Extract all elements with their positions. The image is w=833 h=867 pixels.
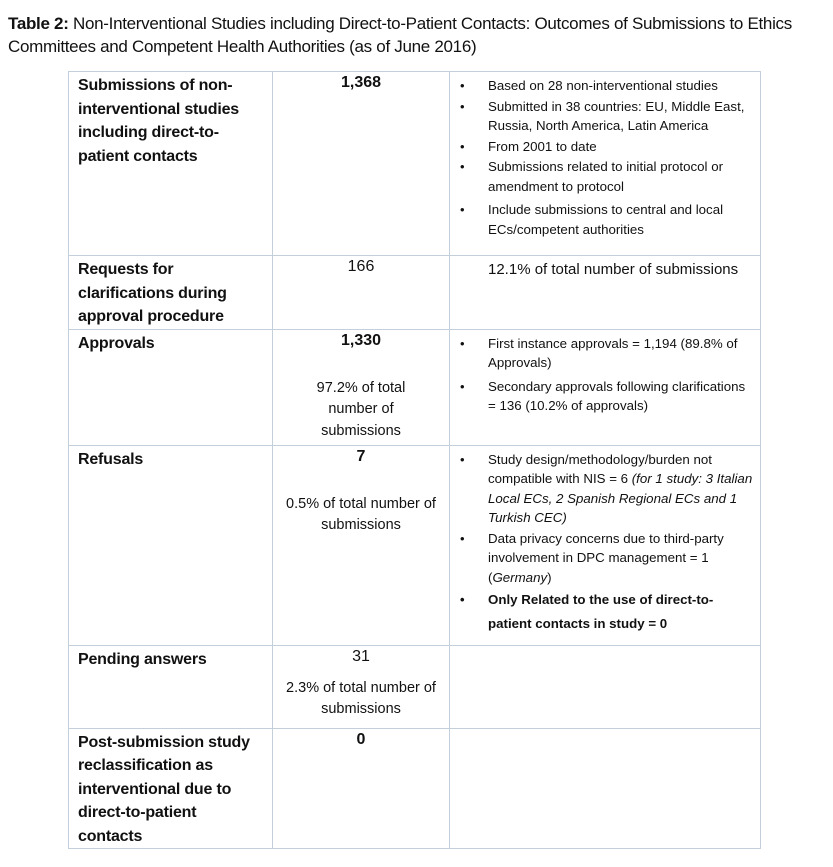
row-label: Approvals	[78, 334, 155, 352]
value-cell	[273, 329, 450, 445]
row-value: 166	[347, 258, 375, 275]
value-cell	[273, 445, 450, 645]
bullet-icon: •	[460, 530, 465, 546]
value-cell	[273, 256, 450, 330]
bullet-icon: •	[460, 98, 465, 114]
row-value: 31	[352, 647, 370, 665]
bullet-icon: •	[460, 378, 465, 394]
row-label: Requests for clarifications during approval procedure	[78, 261, 227, 325]
notes-cell	[450, 728, 761, 849]
notes-cell	[450, 329, 761, 445]
row-label-cell	[69, 256, 273, 330]
notes-cell	[450, 645, 761, 728]
note-text: 12.1% of total number of submissions	[488, 261, 739, 278]
value-cell	[273, 645, 450, 728]
table-caption	[8, 12, 828, 58]
note-item: • Secondary approvals following clarifications = 136 (10.2% of approvals)	[460, 378, 746, 413]
note-item: • From 2001 to date	[460, 137, 754, 157]
bullet-icon: •	[460, 592, 465, 607]
row-label: Submissions of non-interventional studies including direct-to-patient contacts	[78, 77, 239, 165]
notes-list	[450, 330, 760, 416]
table-row-clarifications	[69, 256, 761, 330]
notes-cell	[450, 445, 761, 645]
row-value: 1,330	[340, 331, 382, 349]
note-item: • Submissions related to initial protocol or amendment to protocol	[460, 159, 724, 194]
row-percent: 0.5% of total number of submissions	[286, 495, 436, 533]
row-label-cell	[69, 445, 273, 645]
notes-cell	[450, 72, 761, 256]
outcomes-table	[68, 71, 761, 849]
table-row-pending	[69, 645, 761, 728]
row-label: Refusals	[78, 450, 144, 468]
bullet-icon: •	[460, 138, 465, 154]
note-item: • Only Related to the use of direct-to-patient contacts in study = 0	[460, 588, 754, 636]
table-row-reclassification	[69, 728, 761, 849]
notes-list	[450, 72, 760, 239]
note-item: • Include submissions to central and local ECs/competent authorities	[460, 202, 724, 237]
bullet-icon: •	[460, 78, 465, 93]
bullet-icon: •	[460, 159, 465, 174]
row-label-cell	[69, 329, 273, 445]
table-row-approvals	[69, 329, 761, 445]
note-item: • First instance approvals = 1,194 (89.8% of Approvals)	[460, 335, 738, 370]
value-cell	[273, 728, 450, 849]
row-value: 1,368	[340, 74, 382, 91]
bullet-icon: •	[460, 202, 465, 217]
note-item: • Study design/methodology/burden not compatible with NIS = 6 (for 1 study: 3 Italian Local ECs, 2 Spanish Regional ECs and 1 Turkish CEC)	[460, 451, 753, 525]
row-label: Pending answers	[78, 650, 207, 668]
caption-text: Non-Interventional Studies including Direct-to-Patient Contacts: Outcomes of Submissions to Ethics Committees and Competent Health Authorities (as of June 2016)	[8, 14, 792, 56]
row-label: Post-submission study reclassification as interventional due to direct-to-patient contacts	[78, 733, 250, 845]
note-item: • Submitted in 38 countries: EU, Middle East, Russia, North America, Latin America	[460, 98, 745, 133]
caption-label: Table 2:	[8, 14, 69, 33]
table-row-refusals	[69, 445, 761, 645]
note-item: • Data privacy concerns due to third-party involvement in DPC management = 1 (Germany)	[460, 530, 724, 585]
table-row-submissions	[69, 72, 761, 256]
row-label-cell	[69, 728, 273, 849]
value-cell	[273, 72, 450, 256]
row-percent: 2.3% of total number of submissions	[286, 679, 436, 717]
bullet-icon: •	[460, 335, 465, 351]
row-percent: 97.2% of total number of submissions	[316, 379, 406, 439]
row-value: 0	[356, 730, 366, 748]
notes-list	[450, 446, 760, 637]
note-item: • Based on 28 non-interventional studies	[460, 76, 754, 96]
bullet-icon: •	[460, 451, 465, 467]
row-label-cell	[69, 72, 273, 256]
row-label-cell	[69, 645, 273, 728]
notes-cell	[450, 256, 761, 330]
row-value: 7	[356, 447, 366, 465]
